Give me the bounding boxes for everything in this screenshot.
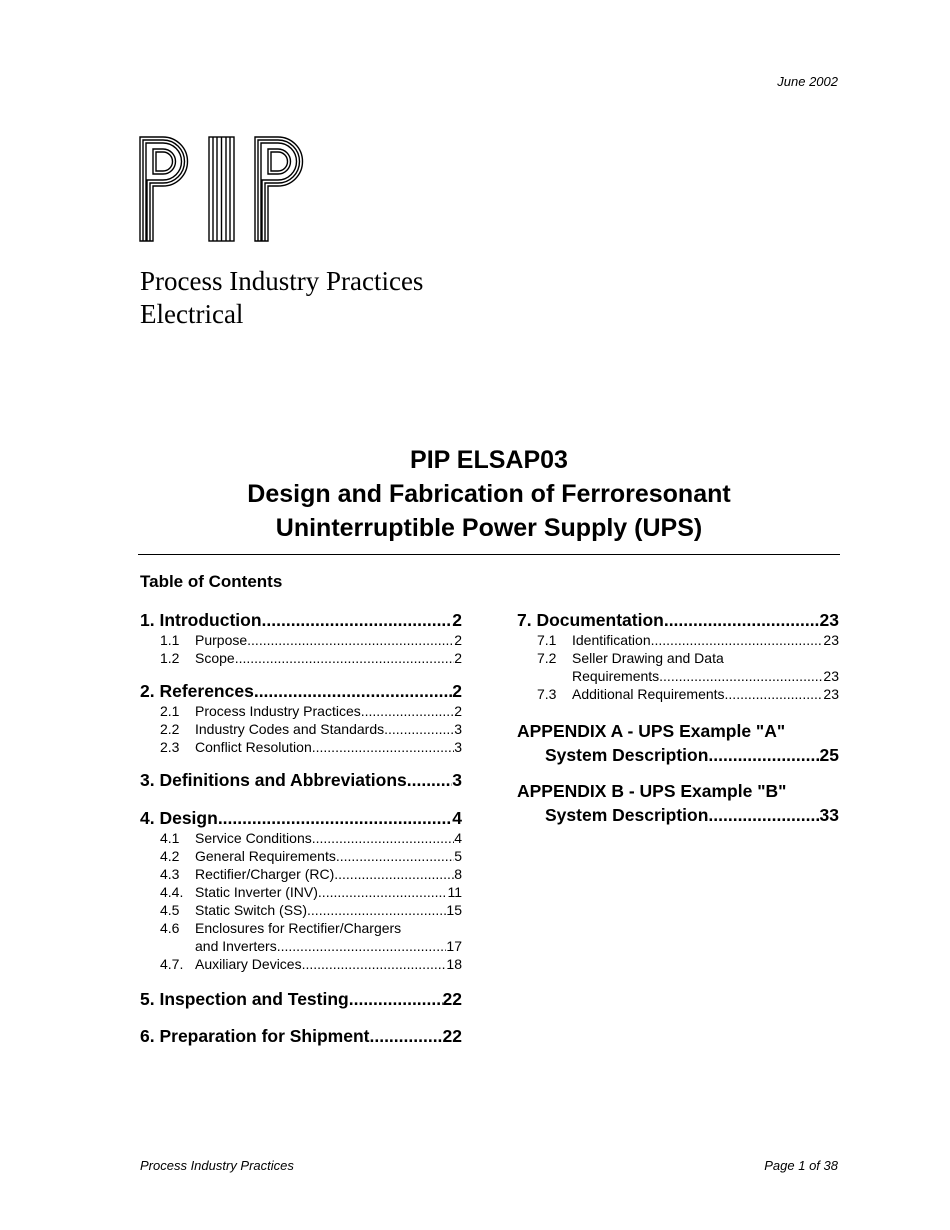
toc-section[interactable]: 1. Introduction ..... 2 xyxy=(140,610,462,631)
toc-item[interactable]: 4.4. Static Inverter (INV) ..... 11 xyxy=(140,883,462,901)
toc-section[interactable]: 5. Inspection and Testing ..... 22 xyxy=(140,989,462,1010)
document-date: June 2002 xyxy=(777,74,838,89)
footer-page-number: Page 1 of 38 xyxy=(764,1158,838,1173)
toc-item[interactable]: 4.2 General Requirements ..... 5 xyxy=(140,847,462,865)
toc-item[interactable]: 4.6 Enclosures for Rectifier/Chargers and Inverters ..... 17 xyxy=(140,919,462,955)
toc-section[interactable]: 3. Definitions and Abbreviations ..... 3 xyxy=(140,770,462,791)
organization-block xyxy=(140,265,423,331)
toc-item[interactable]: 4.5 Static Switch (SS) ..... 15 xyxy=(140,901,462,919)
discipline-name: Electrical xyxy=(140,299,244,329)
toc-appendix-a[interactable]: APPENDIX A - UPS Example "A" System Description ..... 25 xyxy=(517,719,839,767)
toc-item[interactable]: 7.1 Identification ..... 23 xyxy=(517,631,839,649)
toc-section[interactable]: 7. Documentation ..... 23 xyxy=(517,610,839,631)
toc-left-column xyxy=(140,610,462,1047)
document-number: PIP ELSAP03 xyxy=(410,446,568,474)
toc-item[interactable]: 1.2 Scope ..... 2 xyxy=(140,649,462,667)
organization-name: Process Industry Practices xyxy=(140,266,424,296)
toc-item[interactable]: 1.1 Purpose ..... 2 xyxy=(140,631,462,649)
document-title-block xyxy=(0,443,950,545)
pip-logo xyxy=(139,136,307,242)
document-title-line1: Design and Fabrication of Ferroresonant xyxy=(247,480,731,508)
toc-item[interactable]: 7.2 Seller Drawing and Data Requirements ..... 23 xyxy=(517,649,839,685)
toc-item[interactable]: 4.7. Auxiliary Devices ..... 18 xyxy=(140,955,462,973)
document-title-line2: Uninterruptible Power Supply (UPS) xyxy=(275,514,703,542)
toc-section[interactable]: 4. Design ..... 4 xyxy=(140,808,462,829)
toc-item[interactable]: 4.3 Rectifier/Charger (RC) ..... 8 xyxy=(140,865,462,883)
toc-item[interactable]: 2.1 Process Industry Practices ..... 2 xyxy=(140,702,462,720)
toc-item[interactable]: 7.3 Additional Requirements ..... 23 xyxy=(517,685,839,703)
toc-section[interactable]: 6. Preparation for Shipment ..... 22 xyxy=(140,1026,462,1047)
toc-appendix-b[interactable]: APPENDIX B - UPS Example "B" System Description ..... 33 xyxy=(517,779,839,827)
toc-item[interactable]: 2.2 Industry Codes and Standards ..... 3 xyxy=(140,720,462,738)
toc-right-column xyxy=(517,610,839,827)
divider xyxy=(138,554,840,555)
toc-section[interactable]: 2. References ..... 2 xyxy=(140,681,462,702)
footer-organization: Process Industry Practices xyxy=(140,1158,294,1173)
toc-item[interactable]: 2.3 Conflict Resolution ..... 3 xyxy=(140,738,462,756)
toc-heading: Table of Contents xyxy=(140,572,283,591)
toc-item[interactable]: 4.1 Service Conditions ..... 4 xyxy=(140,829,462,847)
